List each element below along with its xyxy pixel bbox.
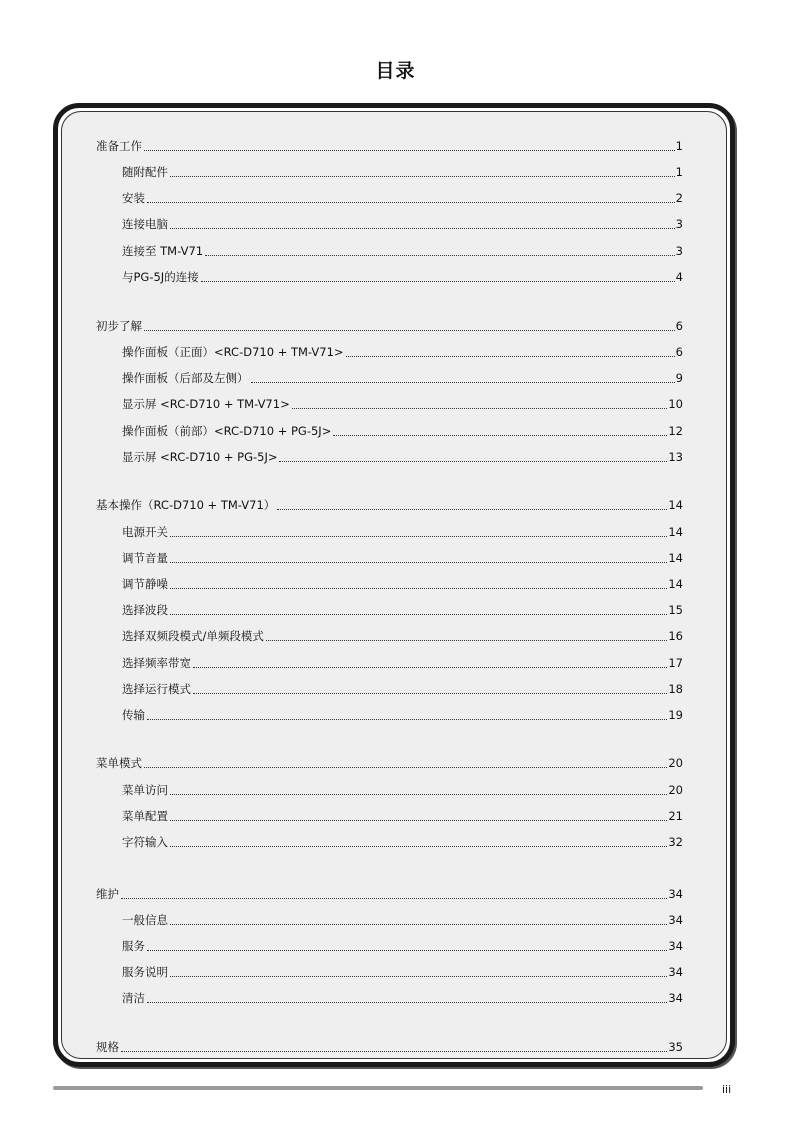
toc-section-entry[interactable] (122, 190, 683, 206)
toc-dot-leader (201, 281, 675, 282)
toc-entry-label: 操作面板（后部及左侧） (122, 371, 249, 385)
toc-dot-leader (144, 150, 675, 151)
toc-dot-leader (193, 667, 667, 668)
toc-entry-page: 3 (675, 244, 683, 258)
toc-section-entry[interactable] (122, 782, 683, 798)
toc-section-entry[interactable] (122, 576, 683, 592)
toc-dot-leader (170, 976, 667, 977)
toc-section-entry[interactable] (122, 344, 683, 360)
toc-dot-leader (170, 794, 667, 795)
toc-entry-page: 34 (668, 939, 683, 953)
toc-entry-label: 显示屏 <RC-D710 + PG-5J> (122, 450, 278, 464)
toc-entry-label: 操作面板（前部）<RC-D710 + PG-5J> (122, 424, 332, 438)
toc-dot-leader (170, 562, 667, 563)
toc-dot-leader (333, 435, 667, 436)
toc-dot-leader (193, 693, 667, 694)
toc-entry-label: 菜单配置 (122, 809, 168, 823)
toc-entry-page: 6 (675, 345, 683, 359)
toc-dot-leader (170, 536, 667, 537)
toc-entry-page: 34 (668, 991, 683, 1005)
toc-dot-leader (279, 461, 667, 462)
toc-entry-label: 选择波段 (122, 603, 168, 617)
toc-entry-page: 12 (668, 424, 683, 438)
toc-dot-leader (277, 509, 667, 510)
toc-section-entry[interactable] (122, 423, 683, 439)
toc-section-entry[interactable] (122, 269, 683, 285)
toc-dot-leader (170, 924, 667, 925)
toc-section-entry[interactable] (122, 370, 683, 386)
toc-section-entry[interactable] (122, 834, 683, 850)
toc-dot-leader (266, 640, 667, 641)
toc-entry-page: 16 (668, 629, 683, 643)
toc-dot-leader (170, 588, 667, 589)
toc-entry-page: 14 (668, 577, 683, 591)
toc-chapter-entry[interactable] (96, 497, 683, 513)
toc-entry-label: 调节静噪 (122, 577, 168, 591)
toc-entry-page: 34 (668, 965, 683, 979)
toc-dot-leader (170, 846, 667, 847)
toc-chapter-entry[interactable] (96, 318, 683, 334)
toc-entry-label: 一般信息 (122, 913, 168, 927)
toc-entry-label: 与PG-5J的连接 (122, 270, 199, 284)
toc-entry-label: 基本操作（RC-D710 + TM-V71） (96, 498, 276, 512)
toc-dot-leader (170, 176, 675, 177)
toc-section-entry[interactable] (122, 655, 683, 671)
toc-entry-label: 电源开关 (122, 525, 168, 539)
toc-dot-leader (147, 1002, 667, 1003)
toc-entry-label: 服务说明 (122, 965, 168, 979)
page-number: iii (722, 1083, 732, 1096)
toc-entry-label: 清洁 (122, 991, 145, 1005)
toc-entry-label: 选择频率带宽 (122, 656, 191, 670)
toc-section-entry[interactable] (122, 912, 683, 928)
page-title: 目录 (375, 60, 416, 82)
toc-dot-leader (170, 614, 667, 615)
toc-section-entry[interactable] (122, 550, 683, 566)
toc-entry-label: 显示屏 <RC-D710 + TM-V71> (122, 397, 290, 411)
toc-entry-label: 维护 (96, 887, 119, 901)
toc-entry-label: 随附配件 (122, 165, 168, 179)
toc-entry-page: 35 (668, 1040, 683, 1054)
toc-entry-page: 17 (668, 656, 683, 670)
toc-section-entry[interactable] (122, 628, 683, 644)
toc-entry-page: 4 (675, 270, 683, 284)
toc-entry-label: 准备工作 (96, 139, 142, 153)
toc-chapter-entry[interactable] (96, 138, 683, 154)
toc-entry-label: 服务 (122, 939, 145, 953)
toc-entry-label: 传输 (122, 708, 145, 722)
toc-entry-label: 规格 (96, 1040, 119, 1054)
toc-entry-label: 操作面板（正面）<RC-D710 + TM-V71> (122, 345, 344, 359)
toc-dot-leader (346, 356, 675, 357)
toc-entry-page: 19 (668, 708, 683, 722)
toc-section-entry[interactable] (122, 707, 683, 723)
toc-entry-label: 选择双频段模式/单频段模式 (122, 629, 264, 643)
toc-entry-label: 安装 (122, 191, 145, 205)
toc-section-entry[interactable] (122, 396, 683, 412)
toc-entry-label: 连接至 TM-V71 (122, 244, 204, 258)
toc-section-entry[interactable] (122, 449, 683, 465)
toc-entry-page: 1 (675, 165, 683, 179)
toc-dot-leader (121, 898, 667, 899)
toc-dot-leader (147, 950, 667, 951)
toc-dot-leader (147, 202, 675, 203)
toc-dot-leader (170, 820, 667, 821)
toc-entry-page: 14 (668, 498, 683, 512)
toc-entry-label: 连接电脑 (122, 217, 168, 231)
toc-entry-page: 1 (675, 139, 683, 153)
toc-entry-page: 13 (668, 450, 683, 464)
toc-chapter-entry[interactable] (96, 886, 683, 902)
toc-section-entry[interactable] (122, 808, 683, 824)
toc-entry-page: 15 (668, 603, 683, 617)
toc-section-entry[interactable] (122, 243, 683, 259)
toc-entry-page: 20 (668, 783, 683, 797)
toc-chapter-entry[interactable] (96, 1039, 683, 1055)
toc-dot-leader (292, 408, 668, 409)
toc-entry-label: 菜单模式 (96, 756, 142, 770)
toc-entry-page: 34 (668, 913, 683, 927)
toc-entry-page: 6 (675, 319, 683, 333)
toc-entry-label: 调节音量 (122, 551, 168, 565)
toc-section-entry[interactable] (122, 164, 683, 180)
toc-dot-leader (205, 255, 675, 256)
toc-dot-leader (147, 719, 667, 720)
toc-entry-page: 34 (668, 887, 683, 901)
toc-entry-page: 21 (668, 809, 683, 823)
toc-section-entry[interactable] (122, 938, 683, 954)
toc-entry-page: 3 (675, 217, 683, 231)
toc-dot-leader (170, 228, 675, 229)
toc-chapter-entry[interactable] (96, 755, 683, 771)
toc-entry-page: 18 (668, 682, 683, 696)
toc-section-entry[interactable] (122, 964, 683, 980)
toc-section-entry[interactable] (122, 681, 683, 697)
toc-dot-leader (251, 382, 675, 383)
toc-entry-page: 14 (668, 551, 683, 565)
toc-section-entry[interactable] (122, 602, 683, 618)
toc-section-entry[interactable] (122, 524, 683, 540)
toc-section-entry[interactable] (122, 216, 683, 232)
toc-entry-page: 2 (675, 191, 683, 205)
toc-entry-label: 字符输入 (122, 835, 168, 849)
toc-entry-page: 10 (668, 397, 683, 411)
toc-entry-page: 14 (668, 525, 683, 539)
toc-dot-leader (144, 767, 667, 768)
toc-dot-leader (121, 1051, 667, 1052)
toc-entry-page: 20 (668, 756, 683, 770)
footer-rule (53, 1086, 703, 1090)
toc-section-entry[interactable] (122, 990, 683, 1006)
toc-entry-page: 32 (668, 835, 683, 849)
toc-dot-leader (144, 330, 675, 331)
toc-entry-label: 选择运行模式 (122, 682, 191, 696)
toc-entry-label: 初步了解 (96, 319, 142, 333)
toc-entry-page: 9 (675, 371, 683, 385)
toc-entry-label: 菜单访问 (122, 783, 168, 797)
